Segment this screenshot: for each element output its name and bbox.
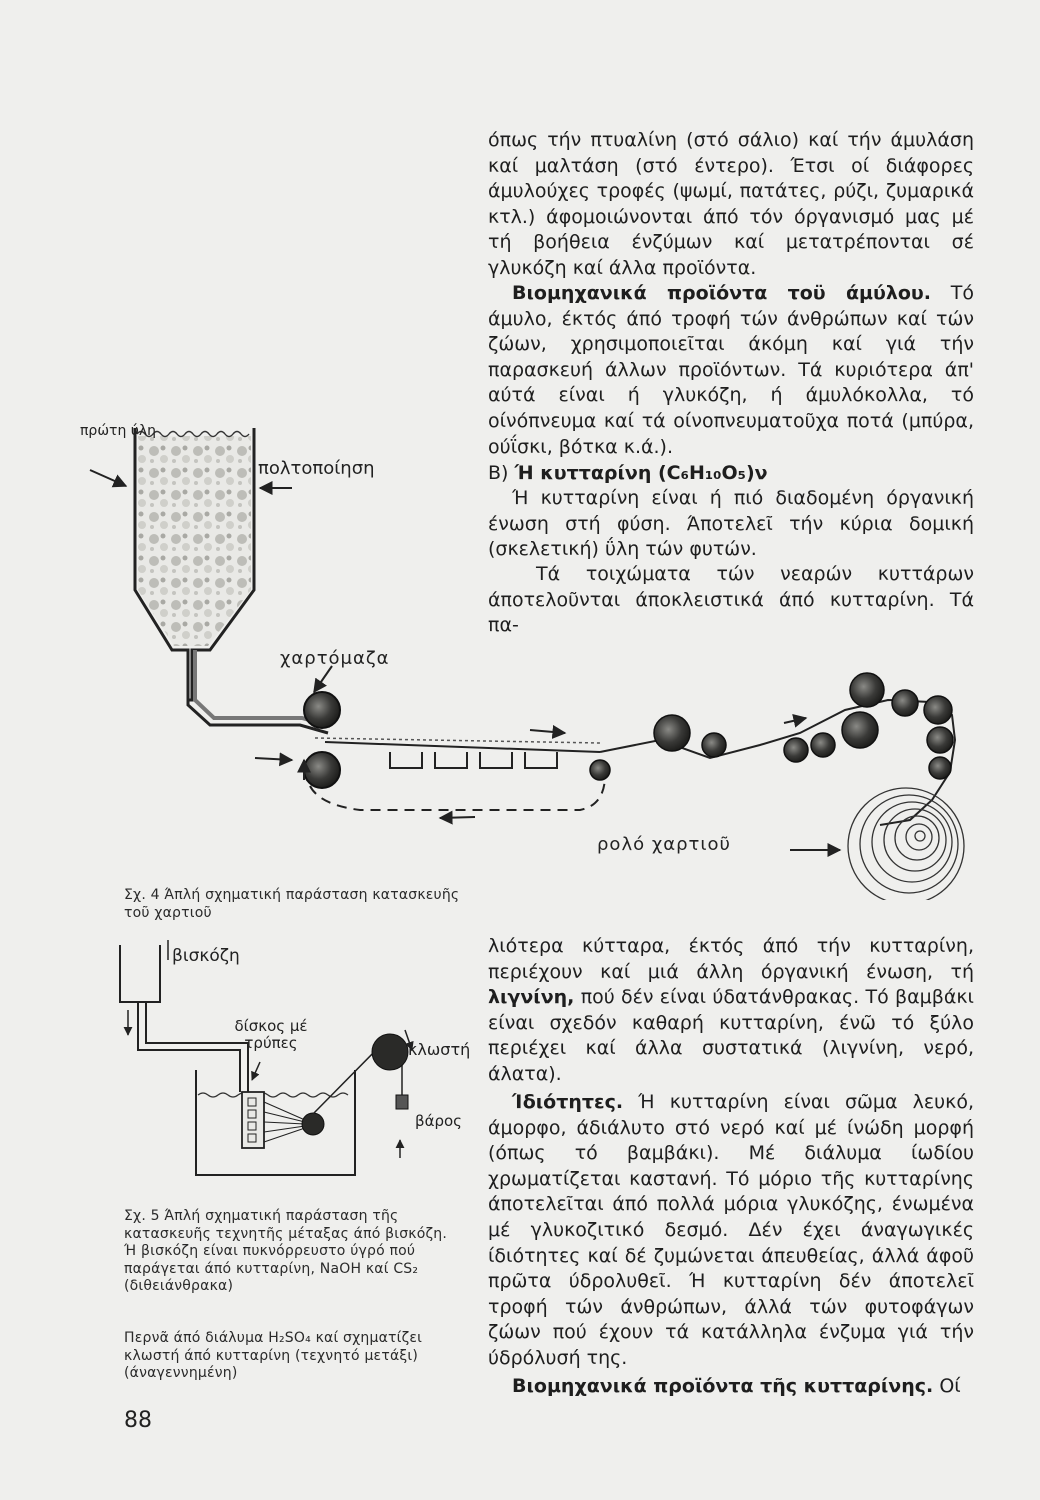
wire-belt xyxy=(325,742,600,752)
drying-roller xyxy=(784,738,808,762)
drying-roller xyxy=(850,673,884,707)
paragraph-properties: Ίδιότητες. Ή κυτταρίνη είναι σῶμα λευκό, άμορφο, άδιάλυτο στό νερό καί μέ ίνώδη μορφή (όπως τό βαμβάκι). Μέ διάλυμα ίωδίου χρωματίζεται καστανή. Τό μόριο τῆς κυτταρίνης άποτελεῖται άπό πολλά μόρια γλυκόζης, ένωμένα μέ γλυκοζιτικό δεσμό. Δέν έχει άναγωγικές ίδιότητες καί δέ ζυμώνεται άπευθείας, άλλά άφοῦ πρῶτα ύδρολυθεῖ. Ή κυτταρίνη δέν άποτελεῖ τροφή τών άνθρώπων, άλλά τών φυτοφάγων ζώων πού έχουν τά κατάλληλα ένζυμα γιά τήν ύδρόλυσή της. xyxy=(488,1091,974,1369)
arrow-paper-pulp xyxy=(314,666,332,692)
label-pulping: πολτοποίηση xyxy=(258,458,375,479)
paragraph-digestion: όπως τήν πτυαλίνη (στό σάλιο) καί τήν άμυλάση καί μαλτάση (στό έντερο). Έτσι οί διάφορες άμυλούχες τροφές (ψωμί, πατάτες, ρύζι, ζυμαρικά κτλ.) άφομοιώνονται άπό τόν όργανισμό μας μέ τή βοήθεια ένζύμων καί μετατρέπονται σέ γλυκόζη καί άλλα προϊόντα. xyxy=(488,129,974,279)
drying-roller xyxy=(842,712,878,748)
figure5-caption-note: Περνᾶ άπό διάλυμα H₂SO₄ καί σχηματίζει κλωστή άπό κυτταρίνη (τεχνητό μετάξι) (άναγεννημένη) xyxy=(124,1330,423,1381)
drying-roller xyxy=(924,696,952,724)
heading-cellulose-products: Βιομηχανικά προϊόντα τῆς κυτταρίνης. xyxy=(512,1375,934,1397)
bath-liquid-wave xyxy=(198,1093,348,1097)
drying-roller xyxy=(927,727,953,753)
label-spinneret-disk: δίσκος μέ τρύπες xyxy=(234,1017,308,1052)
drying-roller xyxy=(892,690,918,716)
label-thread: κλωστή xyxy=(408,1040,471,1059)
drying-roller xyxy=(702,733,726,757)
section-b-heading: Β) Ή κυτταρίνη (C₆H₁₀O₅)ν xyxy=(488,462,768,484)
filaments xyxy=(264,1102,305,1142)
drying-roller xyxy=(811,733,835,757)
paragraph-lignin: λιότερα κύτταρα, έκτός άπό τήν κυτταρίνη, περιέχουν καί μιά άλλη όργανική ένωση, τή λιγνίνη, πού δέν είναι ύδατάνθρακας. Τό βαμβάκι είναι σχεδόν καθαρή κυτταρίνη, ένῶ τό ξύλο περιέχει καί άλλα συστατικά (λιγνίνη, νερό, άλατα). xyxy=(488,935,974,1085)
label-weight: βάρος xyxy=(415,1112,462,1130)
figure-paper-making-diagram xyxy=(60,400,980,900)
paper-roll xyxy=(848,788,964,900)
heading-properties: Ίδιότητες. xyxy=(512,1091,624,1113)
heading-starch-products: Βιομηχανικά προϊόντα τοϋ άμύλου. xyxy=(512,282,931,304)
figure-viscose-diagram xyxy=(110,940,470,1195)
paragraph-cellulose-products: Βιομηχανικά προϊόντα τῆς κυτταρίνης. Οί xyxy=(512,1375,961,1397)
paper-web xyxy=(600,700,955,825)
belt-return xyxy=(310,775,605,810)
figure5-caption: Σχ. 5 Άπλή σχηματική παράσταση τῆς κατασκευῆς τεχνητῆς μέταξας άπό βισκόζη. Ή βισκόζη είναι πυκνόρρευστο ύγρό πού παράγεται άπό κυτταρίνη, NaOH καί CS₂ (διθειάνθρακα) xyxy=(124,1208,448,1294)
drying-roller xyxy=(654,715,690,751)
thread-spool xyxy=(372,1034,408,1070)
paragraph-cell-walls: Τά τοιχώματα τών νεαρών κυττάρων άποτελοῦνται άποκλειστικά άπό κυτταρίνη. Τά πα- xyxy=(488,563,974,637)
label-viscose: βισκόζη xyxy=(172,946,240,966)
press-roller-bottom xyxy=(304,752,340,788)
label-raw-material: πρώτη ύλη xyxy=(80,423,157,439)
paragraph-cellulose-intro: Ή κυτταρίνη είναι ή πιό διαδομένη όργανική ένωση στή φύση. Άποτελεῖ τήν κύρια δομική (σκελετική) ΰλη τών φυτών. xyxy=(488,487,974,561)
press-roller-top xyxy=(304,692,340,728)
paragraph-starch-products: Βιομηχανικά προϊόντα τοϋ άμύλου. Τό άμυλο, έκτός άπό τροφή τών άνθρώπων καί τών ζώων, χρησιμοποιεῖται άκόμη καί γιά τήν παρασκευή άλλων προϊόντων. Τά κυριότερα άπ' αύτά είναι ή γλυκόζη, ή άμυλόκολλα, τό οίνόπνευμα καί τά οίνοπνευματοῦχα ποτά (μπύρα, ούΐσκι, βότκα κ.ά.). xyxy=(488,282,974,458)
label-paper-roll: ρολό χαρτιοῦ xyxy=(597,834,731,855)
suction-boxes xyxy=(390,752,557,768)
guide-roller xyxy=(302,1113,324,1135)
viscose-tank xyxy=(120,945,160,1002)
label-paper-pulp: χαρτόμαζα xyxy=(280,648,390,669)
tank-pulp-fill xyxy=(138,436,251,590)
arrow-raw-material xyxy=(90,470,126,486)
weight-block xyxy=(396,1095,408,1109)
drying-roller xyxy=(929,757,951,779)
spinneret-disk xyxy=(242,1092,264,1148)
figure4-caption: Σχ. 4 Άπλή σχηματική παράσταση κατασκευῆς τοῦ χαρτιοῦ xyxy=(124,887,460,921)
page-number: 88 xyxy=(124,1408,152,1433)
